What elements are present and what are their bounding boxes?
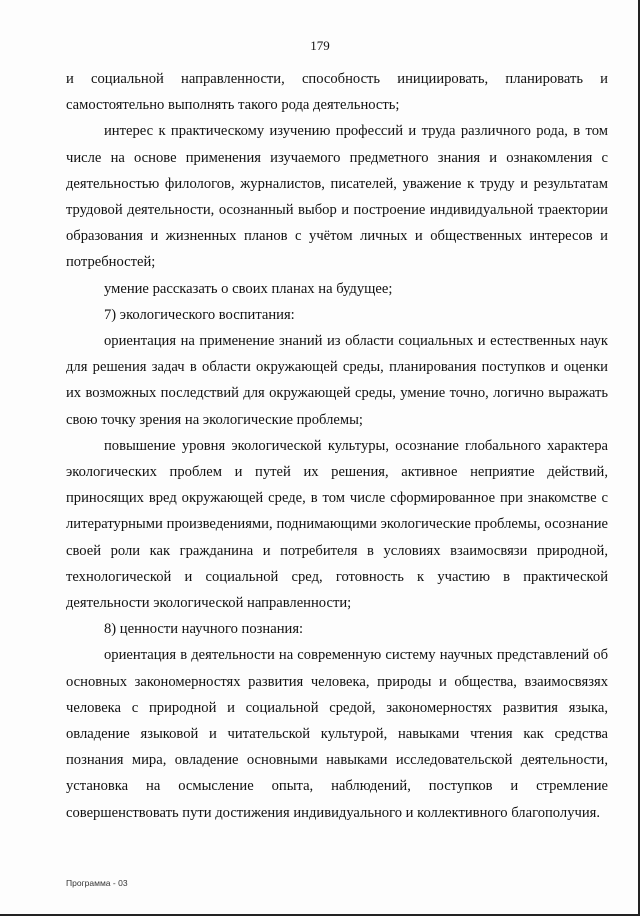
paragraph: интерес к практическому изучению профессий и труда различного рода, в том числе на основе применения изучаемого предметного знания и ознакомления с деятельностью филологов, журналистов, писателей, уважение к труду и результатам трудовой деятельности, осознанный выбор и построение индивидуальной траектории образования и жизненных планов с учётом личных и общественных интересов и потребностей;	[66, 123, 608, 271]
paragraph: ориентация в деятельности на современную систему научных представлений об основных закономерностях развития человека, природы и общества, взаимосвязях человека с природной и социальной средой, закономерностях развития языка, овладение языковой и читательской культурой, навыками чтения как средства познания мира, овладение основными навыками исследовательской деятельности, установка на осмысление опыта, наблюдений, поступков и стремление совершенствовать пути достижения индивидуального и коллективного благополучия.	[66, 647, 608, 821]
section-heading: 8) ценности научного познания:	[104, 621, 304, 638]
paragraph: ориентация на применение знаний из области социальных и естественных наук для решения задач в области окружающей среды, планирования поступков и оценки их возможных последствий для окружающей среды, умение точно, логично выражать свою точку зрения на экологические проблемы;	[66, 333, 608, 428]
footer-note: Программа - 03	[66, 878, 128, 888]
body-text	[66, 66, 608, 826]
paragraph: повышение уровня экологической культуры, осознание глобального характера экологических проблем и путей их решения, активное неприятие действий, приносящих вред окружающей среде, в том числе сформированное при знакомстве с литературными произведениями, поднимающими экологические проблемы, осознание своей роли как гражданина и потребителя в условиях взаимосвязи природной, технологической и социальной сред, готовность к участию в практической деятельности экологической направленности;	[66, 437, 608, 612]
page-number: 179	[310, 38, 330, 53]
paragraph: и социальной направленности, способность инициировать, планировать и самостоятельно выполнять такого рода деятельность;	[66, 71, 608, 114]
section-heading: 7) экологического воспитания:	[104, 306, 295, 323]
paragraph: умение рассказать о своих планах на будущее;	[104, 280, 393, 297]
